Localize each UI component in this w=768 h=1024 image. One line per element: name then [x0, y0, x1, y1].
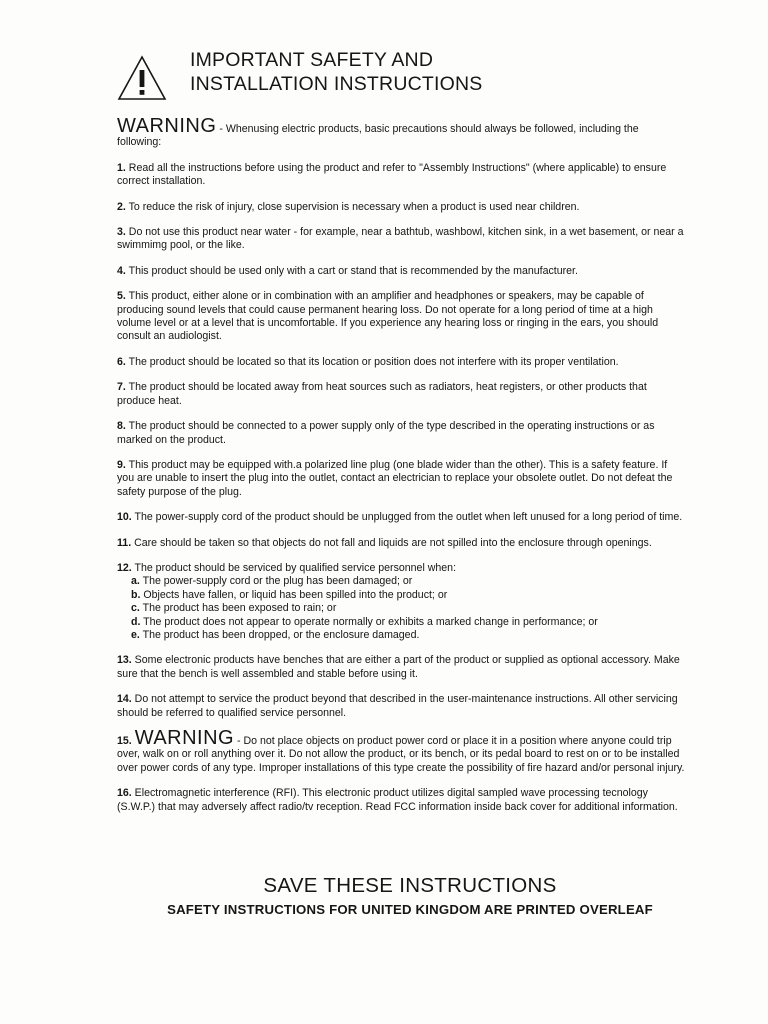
instruction-item-5: [117, 290, 685, 344]
sub-item-e: [131, 629, 685, 642]
sub-item-d: [131, 616, 685, 629]
item-text: The product should be located away from heat sources such as radiators, heat registers, or other products that produce heat.: [117, 381, 647, 407]
item-text: Electromagnetic interference (RFI). This electronic product utilizes digital sampled wave processing tecnology (S.W.P.) that may adversely affect radio/tv reception. Read FCC information inside back cover for additional information.: [117, 787, 678, 813]
instruction-item-6: [117, 356, 685, 369]
page-title: [190, 48, 750, 96]
instruction-item-11: [117, 537, 685, 550]
sub-letter: b.: [131, 588, 141, 601]
instruction-item-9: [117, 459, 685, 499]
sub-item-b: [131, 589, 685, 602]
sub-letter: a.: [131, 575, 140, 588]
intro-text: - Whenusing electric products, basic precautions should always be followed, including the following:: [117, 123, 639, 149]
item-number: 4.: [117, 264, 126, 277]
item-number: 10.: [117, 511, 132, 524]
item-number: 7.: [117, 381, 126, 394]
sub-text: The power-supply cord or the plug has been damaged; or: [139, 575, 413, 588]
instruction-item-3: [117, 226, 685, 253]
title-line-1: IMPORTANT SAFETY AND: [190, 49, 434, 71]
instruction-item-1: [117, 162, 685, 189]
sub-text: The product does not appear to operate normally or exhibits a marked change in performance; or: [140, 615, 598, 628]
item-text: Some electronic products have benches that are either a part of the product or supplied as optional accessory. Make sure that the bench is well assembled and stable before using it.: [117, 654, 680, 680]
item-text: This product may be equipped with.a polarized line plug (one blade wider than the other). This is a safety feature. If you are unable to insert the plug into the outlet, contact an electrician to replace your obsolete outlet. Do not defeat the safety purpose of the plug.: [117, 458, 673, 498]
sub-text: Objects have fallen, or liquid has been spilled into the product; or: [140, 588, 448, 601]
title-line-2: INSTALLATION INSTRUCTIONS: [190, 73, 483, 95]
item-text: The product should be serviced by qualified service personnel when:: [131, 561, 457, 574]
item-text: This product should be used only with a cart or stand that is recommended by the manufacturer.: [125, 264, 578, 277]
instruction-item-2: [117, 201, 685, 214]
item-number: 8.: [117, 420, 126, 433]
sub-item-a: [131, 575, 685, 588]
item-text: Read all the instructions before using the product and refer to "Assembly Instructions" (where applicable) to ensure correct installation.: [117, 161, 667, 188]
uk-notice: SAFETY INSTRUCTIONS FOR UNITED KINGDOM ARE PRINTED OVERLEAF: [167, 902, 653, 917]
item-text: Care should be taken so that objects do not fall and liquids are not spilled into the enclosure through openings.: [131, 536, 652, 549]
instruction-item-4: [117, 265, 685, 278]
item-number: 3.: [117, 226, 126, 239]
item-text: - Do not place objects on product power cord or place it in a position where anyone could trip over, walk on or roll anything over it. Do not allow the product, or its bench, or its pedal board to rest on or to be installed over power cords of any type. Improper installations of this type create the possibility of fire hazard and/or personal injury.: [117, 735, 685, 774]
item-number: 15.: [117, 735, 132, 747]
instruction-item-10: [117, 511, 685, 524]
sub-letter: d.: [131, 615, 141, 628]
sub-text: The product has been exposed to rain; or: [139, 602, 337, 615]
instruction-item-7: [117, 381, 685, 408]
item-number: 1.: [117, 161, 126, 174]
warning-heading: WARNING: [117, 115, 217, 137]
item-number: 11.: [117, 536, 132, 549]
item-number: 5.: [117, 290, 126, 303]
item-text: The power-supply cord of the product should be unplugged from the outlet when left unused for a long period of time.: [131, 511, 683, 524]
item-number: 2.: [117, 200, 126, 213]
instruction-item-12: [117, 562, 685, 642]
item-number: 13.: [117, 654, 132, 667]
sub-letter: e.: [131, 628, 140, 641]
save-instructions-heading: SAVE THESE INSTRUCTIONS: [263, 874, 557, 897]
item-text: To reduce the risk of injury, close supervision is necessary when a product is used near children.: [125, 200, 580, 213]
item-text: The product should be connected to a power supply only of the type described in the operating instructions or as marked on the product.: [117, 420, 655, 446]
instruction-item-13: [117, 654, 685, 681]
item-number: 6.: [117, 355, 126, 368]
sub-list: [117, 575, 685, 642]
item-number: 16.: [117, 787, 132, 800]
item-text: The product should be located so that its location or position does not interfere with its proper ventilation.: [125, 355, 619, 368]
sub-letter: c.: [131, 602, 140, 615]
sub-item-c: [131, 602, 685, 615]
instructions-body: [117, 115, 685, 814]
item-text: This product, either alone or in combination with an amplifier and headphones or speakers, may be capable of producing sound levels that could cause permanent hearing loss. Do not operate for a long period of time at a high volume level or at a level that is uncomfortable. If you experience any hearing loss or ringing in the ears, you should consult an audiologist.: [117, 290, 659, 343]
item-text: Do not use this product near water - for example, near a bathtub, washbowl, kitchen sink, in a wet basement, or near a swimmimg pool, or the like.: [117, 226, 684, 252]
instruction-item-8: [117, 420, 685, 447]
instruction-item-14: [117, 693, 685, 720]
instruction-item-15: [117, 727, 685, 775]
intro-paragraph: [117, 115, 685, 150]
instruction-item-16: [117, 787, 685, 814]
item-number: 12.: [117, 561, 132, 574]
item-text: Do not attempt to service the product beyond that described in the user-maintenance instructions. All other servicing should be referred to qualified service personnel.: [117, 693, 678, 719]
sub-text: The product has been dropped, or the enclosure damaged.: [139, 628, 420, 641]
item-number: 14.: [117, 693, 132, 706]
item-number: 9.: [117, 458, 126, 471]
warning-heading: WARNING: [134, 727, 235, 749]
warning-triangle-icon: [116, 54, 168, 102]
